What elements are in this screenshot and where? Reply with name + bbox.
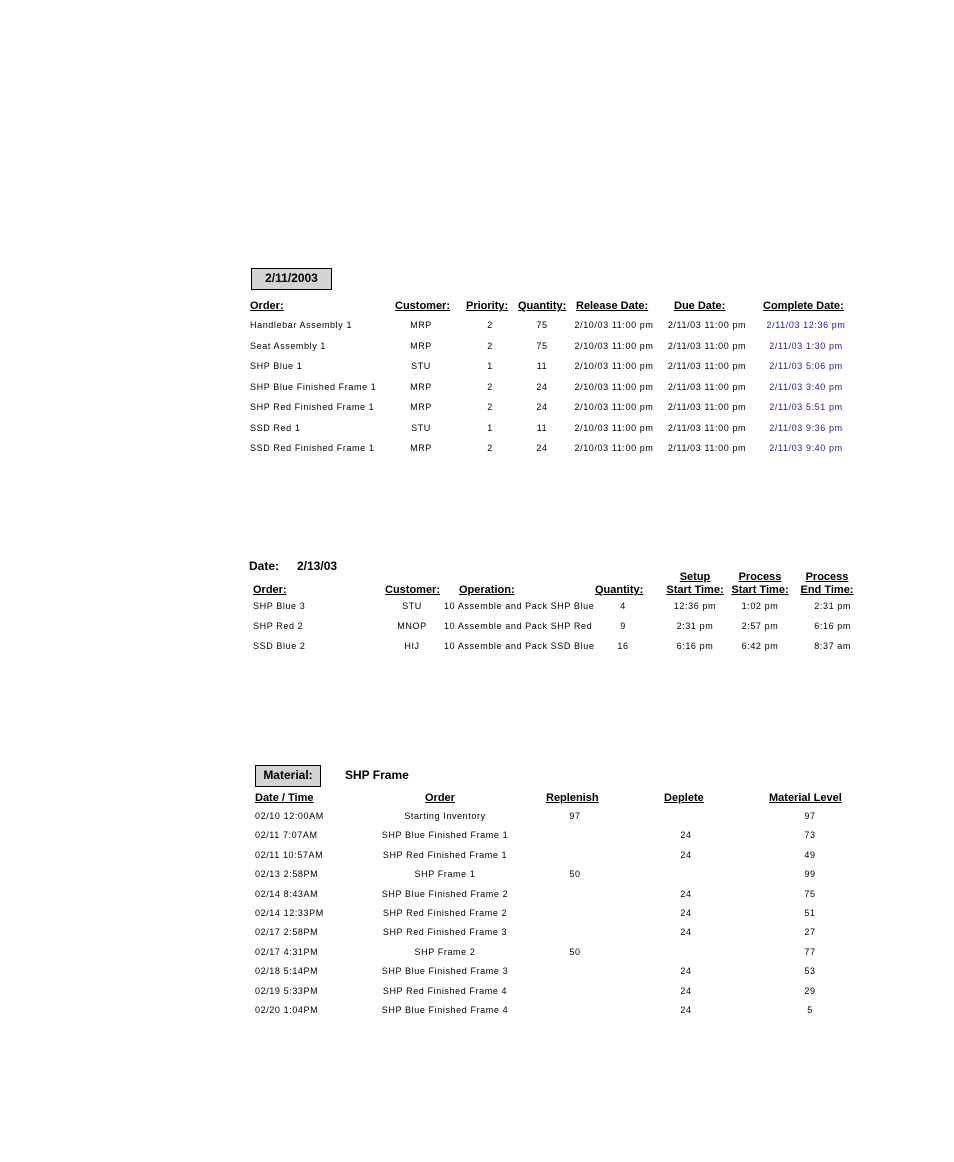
report3-cell-order: SHP Blue Finished Frame 4 xyxy=(381,1005,509,1015)
report3-cell-deplete: 24 xyxy=(680,908,692,918)
report3-cell-date-time: 02/19 5:33PM xyxy=(255,985,319,996)
report1-cell-release-date: 2/10/03 11:00 pm xyxy=(574,320,654,330)
report2-header-process-start-top: Process xyxy=(738,571,782,583)
report2-header-order: Order: xyxy=(253,584,287,596)
report1-cell-release-date: 2/10/03 11:00 pm xyxy=(574,422,654,433)
report3-cell-order: SHP Red Finished Frame 1 xyxy=(382,849,508,860)
report1-header-due-date: Due Date: xyxy=(674,300,726,312)
report3-cell-date-time: 02/14 8:43AM xyxy=(255,888,319,899)
report2-header-process-start-bottom: Start Time: xyxy=(731,584,789,596)
report3-cell-date-time: 02/10 12:00AM xyxy=(255,811,324,821)
report2-header-operation: Operation: xyxy=(459,584,515,596)
report1-cell-priority: 2 xyxy=(487,381,493,392)
report3-cell-date-time: 02/14 12:33PM xyxy=(255,908,324,918)
report3-cell-order: SHP Blue Finished Frame 1 xyxy=(381,830,509,841)
report3-cell-deplete: 24 xyxy=(680,1005,692,1015)
report1-header-quantity: Quantity: xyxy=(518,300,567,312)
report3-cell-date-time: 02/17 2:58PM xyxy=(255,927,319,938)
report1-cell-customer: MRP xyxy=(410,402,432,412)
material-value: SHP Frame xyxy=(345,768,409,782)
report2-header-setup-bottom: Start Time: xyxy=(666,584,724,596)
report1-cell-priority: 2 xyxy=(487,402,493,412)
report3-cell-date-time: 02/13 2:58PM xyxy=(255,869,319,880)
report3-cell-material-level: 99 xyxy=(804,869,816,880)
report2-cell-customer: MNOP xyxy=(397,621,427,631)
report3-cell-order: SHP Blue Finished Frame 2 xyxy=(381,888,509,899)
report2-cell-process-start: 2:57 pm xyxy=(741,621,779,631)
report3-cell-deplete: 24 xyxy=(680,888,692,899)
report1-cell-order: SHP Blue Finished Frame 1 xyxy=(250,381,377,392)
report3-cell-date-time: 02/11 7:07AM xyxy=(255,830,318,841)
report3-cell-material-level: 51 xyxy=(804,908,816,918)
report2-cell-customer: STU xyxy=(402,601,422,611)
report2-cell-order: SHP Blue 3 xyxy=(253,601,306,611)
report1-header-priority: Priority: xyxy=(466,300,509,312)
report2-cell-quantity: 9 xyxy=(620,621,626,631)
report2-header-process-end-bottom: End Time: xyxy=(800,584,854,596)
report1-cell-order: Handlebar Assembly 1 xyxy=(250,320,353,330)
report2-cell-process-end: 2:31 pm xyxy=(814,601,851,611)
report1-cell-order: SHP Blue 1 xyxy=(250,361,303,371)
report1-cell-quantity: 11 xyxy=(536,361,548,371)
report1-cell-customer: MRP xyxy=(410,381,432,392)
report1-cell-complete-date: 2/11/03 5:51 pm xyxy=(769,402,843,412)
report3-cell-order: SHP Red Finished Frame 2 xyxy=(382,908,508,918)
report1-cell-customer: STU xyxy=(411,422,431,433)
report2-date-label: Date: xyxy=(249,559,280,573)
report2-cell-process-end: 8:37 am xyxy=(814,641,851,651)
report3-cell-replenish: 50 xyxy=(569,946,581,957)
report2-cell-operation: 10 Assemble and Pack SHP Blue xyxy=(444,601,595,611)
report2-cell-quantity: 16 xyxy=(617,641,629,651)
report3-header-material-level: Material Level xyxy=(769,792,842,804)
report1-cell-priority: 1 xyxy=(487,361,493,371)
report2-cell-operation: 10 Assemble and Pack SSD Blue xyxy=(444,641,595,651)
report1-header-customer: Customer: xyxy=(395,300,451,312)
report1-cell-order: SSD Red Finished Frame 1 xyxy=(250,443,375,453)
report1-cell-priority: 1 xyxy=(487,422,493,433)
report2-cell-operation: 10 Assemble and Pack SHP Red xyxy=(444,621,593,631)
report2-cell-quantity: 4 xyxy=(620,601,626,611)
report3-cell-order: SHP Frame 1 xyxy=(414,869,476,880)
report3-cell-material-level: 49 xyxy=(804,849,816,860)
report3-cell-date-time: 02/17 4:31PM xyxy=(255,946,319,957)
report3-header-order: Order xyxy=(425,792,455,804)
report2-header-process-end-top: Process xyxy=(805,571,849,583)
report2-header-quantity: Quantity: xyxy=(595,584,644,596)
report1-cell-complete-date: 2/11/03 5:06 pm xyxy=(769,361,843,371)
report1-cell-release-date: 2/10/03 11:00 pm xyxy=(574,443,654,453)
report2-header-setup-top: Setup xyxy=(679,571,711,583)
report2-cell-order: SSD Blue 2 xyxy=(253,641,306,651)
material-label: Material: xyxy=(263,768,313,782)
report2-cell-order: SHP Red 2 xyxy=(253,621,304,631)
report3-cell-deplete: 24 xyxy=(680,830,692,841)
report1-cell-complete-date: 2/11/03 12:36 pm xyxy=(766,320,846,330)
report3-cell-date-time: 02/18 5:14PM xyxy=(255,966,319,977)
report3-cell-replenish: 50 xyxy=(569,869,581,880)
report1-date-box xyxy=(251,268,332,290)
report1-cell-due-date: 2/11/03 11:00 pm xyxy=(667,443,747,453)
report1-cell-priority: 2 xyxy=(487,320,493,330)
report1-cell-due-date: 2/11/03 11:00 pm xyxy=(667,381,747,392)
report3-cell-material-level: 29 xyxy=(804,985,816,996)
report1-cell-priority: 2 xyxy=(487,443,493,453)
report3-cell-date-time: 02/11 10:57AM xyxy=(255,849,324,860)
report2-cell-setup-start: 12:36 pm xyxy=(673,601,717,611)
report1-cell-customer: MRP xyxy=(410,340,432,351)
report3-cell-material-level: 27 xyxy=(804,927,816,938)
report3-cell-order: SHP Red Finished Frame 4 xyxy=(382,985,508,996)
report3-cell-material-level: 53 xyxy=(804,966,816,977)
report1-cell-due-date: 2/11/03 11:00 pm xyxy=(667,340,747,351)
report1-cell-order: Seat Assembly 1 xyxy=(250,340,327,351)
report1-cell-complete-date: 2/11/03 1:30 pm xyxy=(769,340,843,351)
report3-cell-date-time: 02/20 1:04PM xyxy=(255,1005,319,1015)
report1-header-complete-date: Complete Date: xyxy=(763,300,844,312)
report2-cell-process-end: 6:16 pm xyxy=(814,621,851,631)
report1-cell-order: SHP Red Finished Frame 1 xyxy=(250,402,375,412)
report1-cell-due-date: 2/11/03 11:00 pm xyxy=(667,320,747,330)
report3-cell-material-level: 77 xyxy=(804,946,816,957)
report2-cell-process-start: 1:02 pm xyxy=(741,601,779,611)
report3-header-deplete: Deplete xyxy=(664,792,704,804)
report3-cell-order: SHP Red Finished Frame 3 xyxy=(382,927,508,938)
report1-cell-complete-date: 2/11/03 3:40 pm xyxy=(769,381,843,392)
report3-cell-material-level: 97 xyxy=(804,811,816,821)
report1-cell-priority: 2 xyxy=(487,340,493,351)
report3-cell-replenish: 97 xyxy=(569,811,581,821)
report3-cell-order: Starting Inventory xyxy=(404,811,486,821)
material-label-box xyxy=(255,765,321,787)
report1-cell-release-date: 2/10/03 11:00 pm xyxy=(574,340,654,351)
report1-header-release-date: Release Date: xyxy=(576,300,649,312)
report1-cell-release-date: 2/10/03 11:00 pm xyxy=(574,361,654,371)
report3-cell-deplete: 24 xyxy=(680,985,692,996)
report2-cell-setup-start: 2:31 pm xyxy=(676,621,714,631)
report1-cell-release-date: 2/10/03 11:00 pm xyxy=(574,402,654,412)
report1-cell-quantity: 75 xyxy=(536,340,548,351)
report1-cell-order: SSD Red 1 xyxy=(250,422,301,433)
report1-cell-customer: MRP xyxy=(410,443,432,453)
report3-cell-material-level: 5 xyxy=(807,1005,813,1015)
report3-cell-material-level: 75 xyxy=(804,888,816,899)
report2-cell-process-start: 6:42 pm xyxy=(741,641,779,651)
report1-cell-due-date: 2/11/03 11:00 pm xyxy=(667,422,747,433)
report1-date-label: 2/11/2003 xyxy=(265,271,318,285)
report3-cell-deplete: 24 xyxy=(680,927,692,938)
report3-cell-order: SHP Blue Finished Frame 3 xyxy=(381,966,509,977)
report1-cell-due-date: 2/11/03 11:00 pm xyxy=(667,402,747,412)
report3-cell-order: SHP Frame 2 xyxy=(414,946,476,957)
report1-cell-complete-date: 2/11/03 9:40 pm xyxy=(769,443,843,453)
report3-header-date-time: Date / Time xyxy=(255,792,314,804)
report2-header-customer: Customer: xyxy=(385,584,441,596)
report3-cell-deplete: 24 xyxy=(680,849,692,860)
report1-cell-quantity: 75 xyxy=(536,320,548,330)
report2-date-value: 2/13/03 xyxy=(297,559,338,573)
report3-cell-deplete: 24 xyxy=(680,966,692,977)
report1-cell-quantity: 24 xyxy=(536,443,548,453)
report1-cell-quantity: 24 xyxy=(536,381,548,392)
report2-cell-customer: HIJ xyxy=(404,641,420,651)
report1-header-order: Order: xyxy=(250,300,284,312)
report1-cell-customer: MRP xyxy=(410,320,432,330)
report2-cell-setup-start: 6:16 pm xyxy=(676,641,714,651)
report1-cell-release-date: 2/10/03 11:00 pm xyxy=(574,381,654,392)
report1-cell-due-date: 2/11/03 11:00 pm xyxy=(667,361,747,371)
report3-header-replenish: Replenish xyxy=(546,792,599,804)
report1-cell-quantity: 24 xyxy=(536,402,548,412)
report3-cell-material-level: 73 xyxy=(804,830,816,841)
report1-cell-customer: STU xyxy=(411,361,431,371)
report1-cell-complete-date: 2/11/03 9:36 pm xyxy=(769,422,843,433)
report1-cell-quantity: 11 xyxy=(536,422,548,433)
